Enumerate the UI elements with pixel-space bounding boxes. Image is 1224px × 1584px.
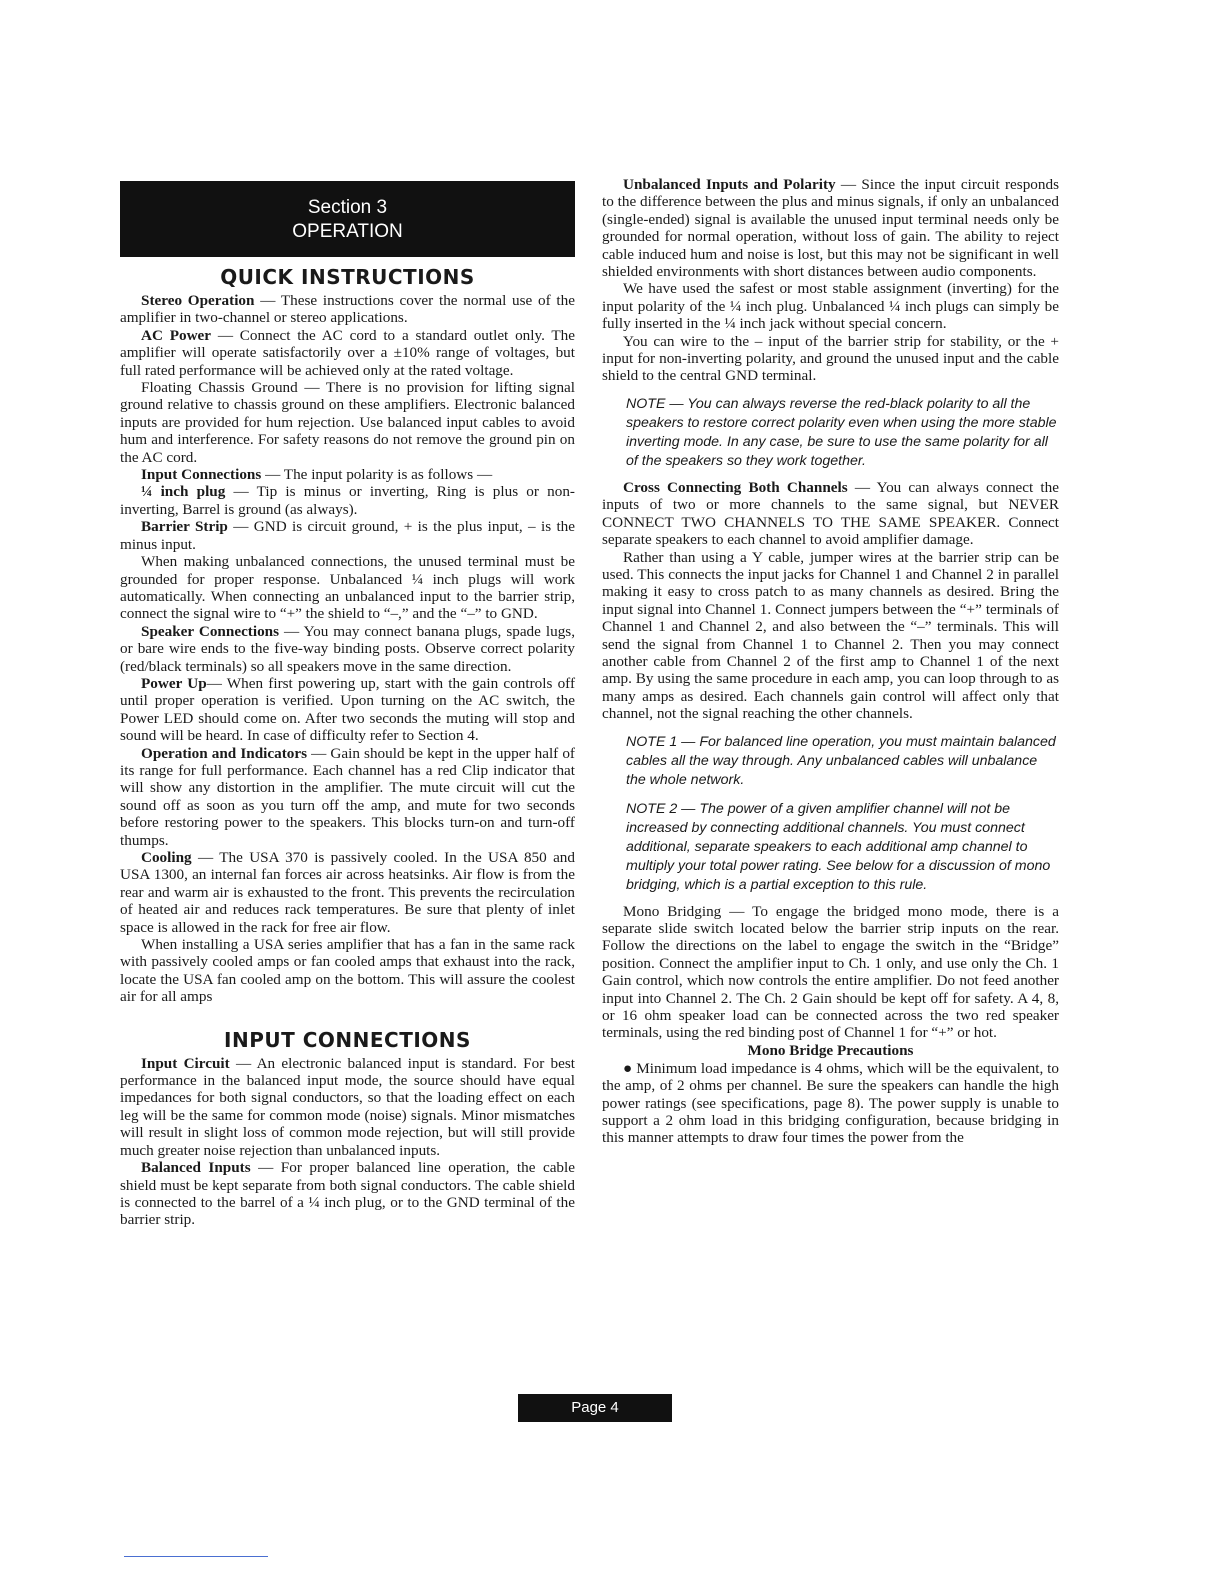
paragraph-text: — Connect the AC cord to a standard outlet only. The amplifier will operate satisfactorily over a ±10% range of voltages, but full rated performance will be achieved only at the rated voltage. xyxy=(120,326,575,379)
polarity-note: NOTE — You can always reverse the red-black polarity to all the speakers to restore correct polarity even when using the more stable inverting mode. In any case, be sure to use the same polarity for all of the speakers so they work together. xyxy=(626,395,1057,469)
balanced-line-note: NOTE 1 — For balanced line operation, you must maintain balanced cables all the way through. Any unbalanced cables will unbalance the whole network. xyxy=(626,733,1056,788)
input-connections-heading: INPUT CONNECTIONS xyxy=(224,1027,471,1052)
mono-bridge-precautions-heading: Mono Bridge Precautions xyxy=(747,1041,914,1059)
paragraph: Mono Bridging — To engage the bridged mono mode, there is a separate slide switch located below the barrier strip inputs on the rear. Follow the directions on the label to engage the switch in the “Bridge” position. Connect the amplifier input to Ch. 1 only, and use only the Ch. 1 Gain control, which now controls the entire amplifier. Do not feed another input into Channel 2. The Ch. 2 Gain should be kept off for safety. A 4, 8, or 16 ohm speaker load can be connected across the two red speaker terminals, using the red binding post of Channel 1 for “+” or hot. xyxy=(602,902,1059,1042)
paragraph-lead: Input Connections xyxy=(141,466,262,484)
paragraph-text: — GND is circuit ground, + is the plus input, – is the minus input. xyxy=(120,518,575,553)
right-column xyxy=(602,176,1059,1147)
paragraph: ● Minimum load impedance is 4 ohms, which will be the equivalent, to the amp, of 2 ohms per channel. Be sure the speakers can handle the high power ratings (see specifications, page 8). The power supply is unable to support a 2 ohm load in this bridging configuration, because bridging in this manner attempts to draw four times the power from the xyxy=(602,1059,1059,1147)
paragraph-lead: AC Power xyxy=(141,326,212,344)
paragraph: Floating Chassis Ground — There is no provision for lifting signal ground relative to chassis ground on these amplifiers. Electronic balanced inputs are provided for hum rejection. Use balanced input cables to avoid hum and interference. For safety reasons do not remove the ground pin on the AC cord. xyxy=(120,379,575,466)
paragraph-text: — You may connect banana plugs, spade lugs, or bare wire ends to the five-way binding posts. Observe correct polarity (red/black terminals) so all speakers move in the same direction. xyxy=(120,622,575,675)
paragraph-lead: Barrier Strip xyxy=(141,518,228,536)
section-banner xyxy=(120,181,575,257)
paragraph-text: — The input polarity is as follows — xyxy=(261,466,493,484)
paragraph-text: — The USA 370 is passively cooled. In the USA 850 and USA 1300, an internal fan forces air across heatsinks. Air flow is from the rear and warm air is exhausted to the front. This prevents the recirculation of heated air and reduces rack temperatures. Be sure that plenty of inlet space is allowed in the rack for free air flow. xyxy=(120,849,575,936)
paragraph-lead: ¼ inch plug xyxy=(141,483,226,501)
paragraph-text: — An electronic balanced input is standard. For best performance in the balanced input mode, the source should have equal impedances for both signal conductors, so that the loading effect on each leg will be the same for common mode (noise) signals. Minor mismatches will result in slight loss of common mode rejection, but will still provide much greater noise rejection than unbalanced inputs. xyxy=(120,1054,575,1159)
paragraph-lead: Speaker Connections xyxy=(141,622,280,640)
paragraph-lead: Stereo Operation xyxy=(141,292,255,309)
paragraph xyxy=(120,292,575,327)
paragraph xyxy=(120,483,575,518)
paragraph: When installing a USA series amplifier that has a fan in the same rack with passively cooled amps or fan cooled amps that exhaust into the rack, locate the USA fan cooled amp on the bottom. This will assure the coolest air for all amps xyxy=(120,936,575,1006)
paragraph xyxy=(120,675,575,745)
paragraph-text: — For proper balanced line operation, the cable shield must be kept separate from both signal conductors. The cable shield is connected to the barrel of a ¼ inch plug, or to the GND terminal of the barrier strip. xyxy=(120,1159,575,1229)
paragraph-lead: Operation and Indicators xyxy=(141,744,308,762)
paragraph-text: — You can always connect the inputs of two or more channels to the same signal, but NEVER CONNECT TWO CHANNELS TO THE SAME SPEAKER. Connect separate speakers to each channel to avoid amplifier damage. xyxy=(602,478,1059,549)
paragraph xyxy=(120,623,575,675)
paragraph xyxy=(120,745,575,849)
paragraph-text: — Tip is minus or inverting, Ring is plus or non-inverting, Barrel is ground (as always). xyxy=(120,483,575,518)
paragraph xyxy=(602,479,1059,549)
paragraph-text: — Gain should be kept in the upper half of its range for full performance. Each channel has a red Clip indicator that will show any distortion in the amplifier. The mute circuit will cut the sound off as soon as you turn off the amp, and mute for two seconds before restoring power to the speakers. This blocks turn-on and turn-off thumps. xyxy=(120,744,575,849)
paragraph: When making unbalanced connections, the unused terminal must be grounded for proper response. Unbalanced ¼ inch plugs will work automatically. When connecting an unbalanced input to the barrier strip, connect the signal wire to “+” the shield to “–,” and the “–” to GND. xyxy=(120,553,575,623)
paragraph-text: — These instructions cover the normal use of the amplifier in two-channel or stereo applications. xyxy=(120,292,575,327)
paragraph xyxy=(120,466,575,483)
footnote-rule xyxy=(124,1556,268,1557)
quick-instructions-heading: QUICK INSTRUCTIONS xyxy=(220,265,475,289)
page-number-label: Page 4 xyxy=(518,1394,672,1422)
paragraph xyxy=(120,1055,575,1159)
section-title: OPERATION xyxy=(292,221,403,242)
paragraph xyxy=(120,327,575,379)
paragraph xyxy=(120,1159,575,1229)
paragraph: Rather than using a Y cable, jumper wires at the barrier strip can be used. This connects the input jacks for Channel 1 and Channel 2 in parallel making it easy to cross patch to as many channels as desired. Bring the input signal into Channel 1. Connect jumpers between the “+” terminals of Channel 1 and Channel 2, and also between the “–” terminals. This will send the signal from Channel 1 to Channel 2. Then you may connect another cable from Channel 2 of the first amp to Channel 1 of the next amp. By using the same procedure in each amp, you can loop through to as many amps as desired. Each channels gain control will affect only that channel, not the signal reaching the other channels. xyxy=(602,548,1059,723)
paragraph-text: — Since the input circuit responds to the difference between the plus and minus signals, if only an unbalanced (single-ended) signal is available the unused input terminal needs only be grounded for normal operation, without loss of gain. The ability to reject cable induced hum and noise is lost, but this may not be significant in well shielded environments with short distances between audio components. xyxy=(602,176,1059,281)
section-number: Section 3 xyxy=(307,197,388,218)
paragraph-lead: Unbalanced Inputs and Polarity xyxy=(623,176,836,193)
paragraph xyxy=(120,849,575,936)
paragraph-lead: Input Circuit xyxy=(141,1054,230,1072)
paragraph-lead: Cross Connecting Both Channels xyxy=(623,478,848,496)
paragraph xyxy=(120,518,575,553)
paragraph-text: — When first powering up, start with the gain controls off until proper operation is verified. Upon turning on the AC switch, the Power LED should come on. After two seconds the muting will stop and sound will be heard. In case of difficulty refer to Section 4. xyxy=(120,674,576,745)
paragraph: We have used the safest or most stable assignment (inverting) for the input polarity of the ¼ inch plug. Unbalanced ¼ inch plugs can simply be fully inserted in the ¼ inch jack without special concern. xyxy=(602,280,1059,333)
paragraph-lead: Power Up xyxy=(141,674,207,692)
paragraph-lead: Cooling xyxy=(141,849,192,866)
channel-power-note: NOTE 2 — The power of a given amplifier channel will not be increased by connecting additional channels. You must connect additional, separate speakers to each additional amp channel to multiply your total power rating. See below for a discussion of mono bridging, which is a partial exception to this rule. xyxy=(626,800,1051,893)
paragraph-lead: Balanced Inputs xyxy=(141,1159,251,1177)
paragraph xyxy=(602,176,1059,280)
left-column xyxy=(120,176,575,1229)
paragraph: You can wire to the – input of the barrier strip for stability, or the + input for non-inverting polarity, and ground the unused input and the cable shield to the central GND terminal. xyxy=(602,332,1059,385)
